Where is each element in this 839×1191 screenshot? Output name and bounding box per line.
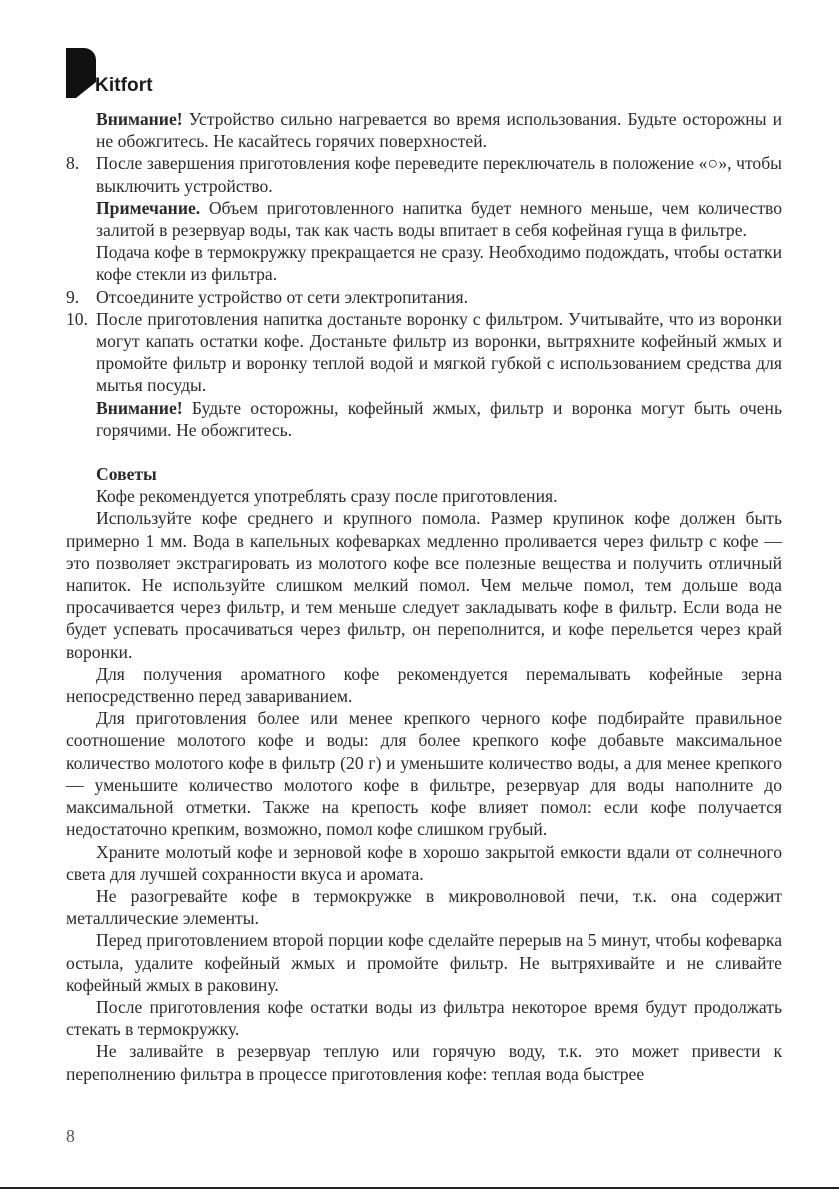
- step-text: Отсоедините устройство от сети электропитания.: [96, 286, 468, 307]
- note-text: Объем приготовленного напитка будет немного меньше, чем количество залитой в резервуар воды, так как часть воды впитает в себя кофейная гуща в фильтре.: [96, 197, 782, 241]
- tips-paragraph: Для приготовления более или менее крепкого черного кофе подбирайте правильное соотношение молотого кофе и воды: для более крепкого кофе добавьте максимальное количество молотого кофе в фильтр (20 г) и уменьшите количество воды, а для менее крепкого — уменьшите количество молотого кофе в фильтре, резервуар для воды наполните до максимальной отметки. Также на крепость кофе влияет помол: если кофе получается недостаточно крепким, возможно, помол кофе слишком грубый.: [66, 708, 782, 840]
- warning-paragraph-2: [66, 397, 782, 441]
- step-text: После приготовления напитка достаньте воронку с фильтром. Учитывайте, что из воронки могут капать остатки кофе. Достаньте фильтр из воронки, вытряхните кофейный жмых и промойте фильтр и воронку теплой водой и мягкой губкой с использованием средства для мытья посуды.: [96, 308, 782, 396]
- step-number: 8.: [66, 153, 80, 174]
- tips-paragraph: Для получения ароматного кофе рекомендуется перемалывать кофейные зерна непосредственно перед завариванием.: [66, 663, 782, 707]
- tips-paragraph: После приготовления кофе остатки воды из фильтра некоторое время будут продолжать стекать в термокружку.: [66, 996, 782, 1040]
- step-number: 10.: [66, 308, 88, 329]
- note-label: Примечание.: [96, 197, 201, 218]
- tips-paragraph: Используйте кофе среднего и крупного помола. Размер крупинок кофе должен быть примерно 1 мм. Вода в капельных кофеварках медленно проливается через фильтр с кофе — это позволяет экстрагировать из молотого кофе все полезные вещества и получить отличный напиток. Не используйте слишком мелкий помол. Чем мельче помол, тем дольше вода просачивается через фильтр, и тем меньше следует закладывать кофе в фильтр. Если вода не будет успевать просачиваться через фильтр, он переполнится, и кофе перельется через край воронки.: [66, 508, 782, 662]
- tips-paragraph: Не разогревайте кофе в термокружке в микроволновой печи, т.к. она содержит металлические элементы.: [66, 885, 782, 929]
- step-number: 9.: [66, 286, 80, 307]
- warning-paragraph: [66, 108, 782, 152]
- kitfort-logo: [66, 48, 186, 98]
- page-content: [66, 108, 782, 1085]
- tips-paragraph: Не заливайте в резервуар теплую или горячую воду, т.к. это может привести к переполнению фильтра в процессе приготовления кофе: теплая вода быстрее: [66, 1041, 782, 1084]
- spacer: [66, 441, 782, 463]
- tips-paragraph: Храните молотый кофе и зерновой кофе в хорошо закрытой емкости вдали от солнечного света для лучшей сохранности вкуса и аромата.: [66, 841, 782, 884]
- page-number: 8: [66, 1126, 75, 1146]
- warning-text: Будьте осторожны, кофейный жмых, фильтр и воронка могут быть очень горячими. Не обожгитесь.: [96, 397, 782, 440]
- tips-heading: Советы: [96, 464, 157, 485]
- note-paragraph: [66, 197, 782, 241]
- step-text: После завершения приготовления кофе переведите переключатель в положение «○», чтобы выключить устройство.: [96, 153, 782, 196]
- warning-text: Устройство сильно нагревается во время использования. Будьте осторожны и не обожгитесь. Не касайтесь горячих поверхностей.: [96, 109, 782, 152]
- tips-paragraph: Перед приготовлением второй порции кофе сделайте перерыв на 5 минут, чтобы кофеварка остыла, удалите кофейный жмых и промойте фильтр. Не вытряхивайте и не сливайте кофейный жмых в раковину.: [66, 930, 782, 995]
- step-10: [66, 308, 782, 397]
- brand-name: Kitfort: [95, 75, 153, 96]
- warning-label: Внимание!: [96, 397, 183, 418]
- bottom-rule: [0, 1187, 839, 1189]
- kitfort-logo-icon: [66, 48, 96, 98]
- note-paragraph-2: Подача кофе в термокружку прекращается не сразу. Необходимо подождать, чтобы остатки кофе стекли из фильтра.: [96, 242, 782, 285]
- warning-label: Внимание!: [96, 109, 183, 129]
- step-8: [66, 152, 782, 196]
- tips-intro: Кофе рекомендуется употреблять сразу после приготовления.: [96, 486, 558, 507]
- step-9: [66, 286, 782, 308]
